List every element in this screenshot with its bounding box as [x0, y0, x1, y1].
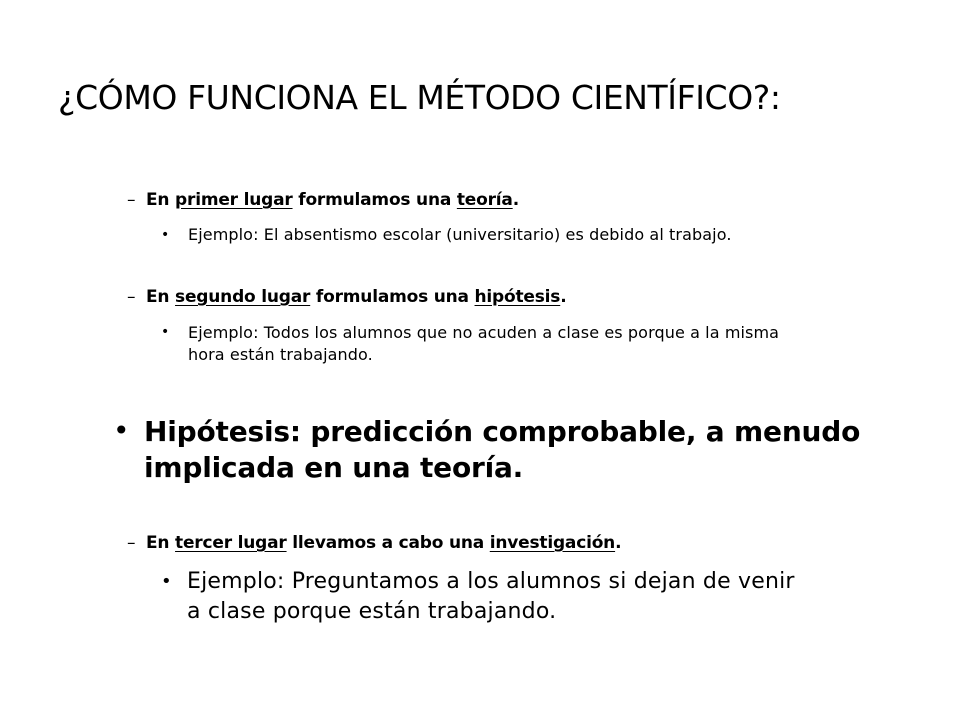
step2-example-line1: Ejemplo: Todos los alumnos que no acuden a clase es porque a la misma: [188, 323, 780, 342]
step3-example-line1: Ejemplo: Preguntamos a los alumnos si dejan de venir: [187, 569, 795, 594]
step3-key: tercer lugar: [175, 533, 287, 553]
bullet: •: [161, 571, 172, 592]
step2-mid: formulamos una: [310, 287, 475, 307]
definition-line2: implicada en una teoría.: [144, 451, 524, 484]
step1-line: [146, 190, 519, 210]
step1-example: Ejemplo: El absentismo escolar (universitario) es debido al trabajo.: [188, 225, 732, 244]
step1-pre: En: [146, 190, 176, 210]
step2-example: [188, 322, 779, 366]
slide-title: ¿CÓMO FUNCIONA EL MÉTODO CIENTÍFICO?:: [58, 78, 781, 117]
hypothesis-definition: [144, 414, 860, 486]
step2-post: .: [560, 287, 567, 307]
bullet: •: [161, 227, 170, 243]
dash-bullet: –: [127, 190, 136, 210]
step3-term: investigación: [489, 533, 616, 553]
step1-key: primer lugar: [175, 190, 293, 210]
step1-mid: formulamos una: [292, 190, 457, 210]
bullet: •: [113, 414, 130, 447]
step2-example-line2: hora están trabajando.: [188, 345, 373, 364]
step3-line: [146, 533, 621, 553]
step1-term: teoría: [456, 190, 513, 210]
step2-line: [146, 287, 567, 307]
step3-example-line2: a clase porque están trabajando.: [187, 599, 557, 624]
bullet: •: [161, 324, 170, 340]
step2-key: segundo lugar: [175, 287, 311, 307]
step3-mid: llevamos a cabo una: [286, 533, 490, 553]
step3-pre: En: [146, 533, 176, 553]
dash-bullet: –: [127, 533, 136, 553]
step3-post: .: [615, 533, 622, 553]
step3-example: [187, 567, 795, 627]
step2-term: hipótesis: [474, 287, 561, 307]
step2-pre: En: [146, 287, 176, 307]
step1-post: .: [512, 190, 519, 210]
definition-line1: Hipótesis: predicción comprobable, a menudo: [144, 415, 861, 448]
dash-bullet: –: [127, 287, 136, 307]
